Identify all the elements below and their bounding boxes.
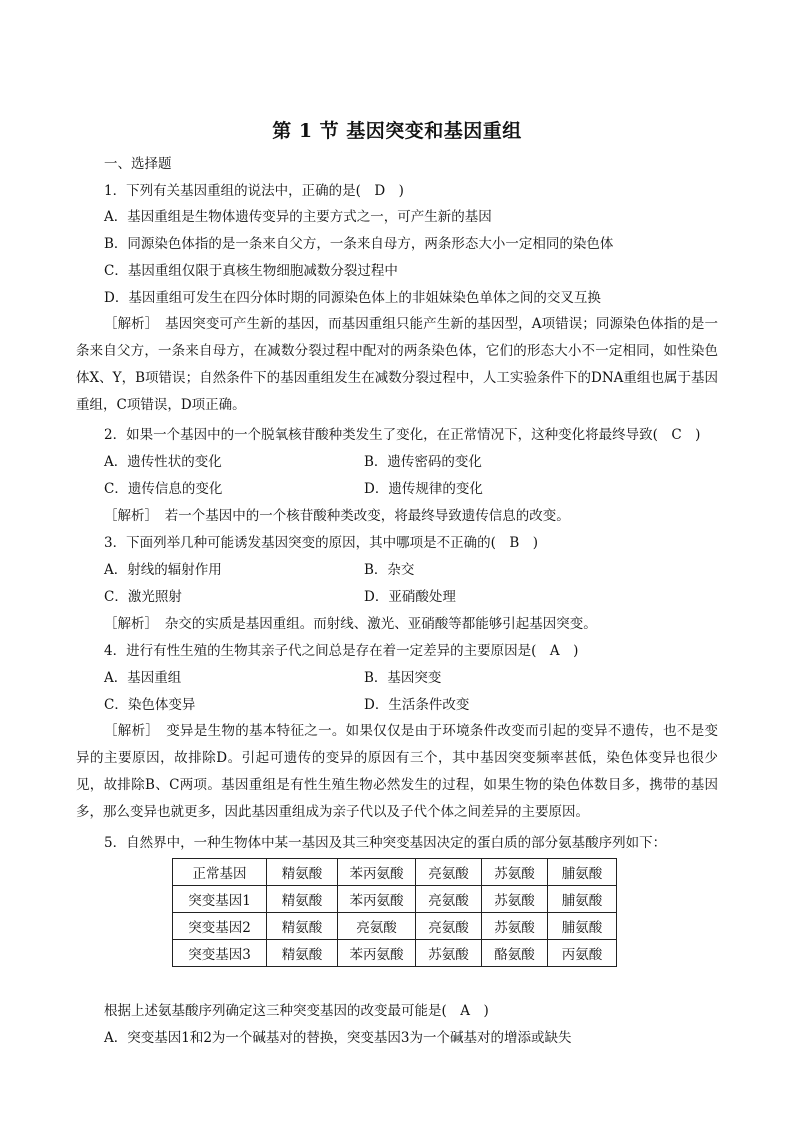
- page-title: 第 1 节 基因突变和基因重组: [272, 120, 522, 142]
- question-2-option-a: A．遗传性状的变化: [104, 454, 222, 470]
- section-heading: 一、选择题: [104, 156, 172, 172]
- question-3-stem: 3．下面列举几种可能诱发基因突变的原因，其中哪项是不正确的( B ): [104, 535, 539, 551]
- table-cell: 脯氨酸: [548, 859, 617, 886]
- question-5-stem: 5．自然界中，一种生物体中某一基因及其三种突变基因决定的蛋白质的部分氨基酸序列如下：: [104, 835, 667, 851]
- table-cell: 亮氨酸: [416, 859, 482, 886]
- question-3-analysis: ［解析］ 杂交的实质是基因重组。而射线、激光、亚硝酸等都能够引起基因突变。: [104, 616, 597, 632]
- question-2-analysis: ［解析］ 若一个基因中的一个核苷酸种类改变，将最终导致遗传信息的改变。: [104, 508, 570, 524]
- table-cell: 苯丙氨酸: [338, 859, 416, 886]
- table-cell: 酪氨酸: [482, 940, 548, 967]
- table-cell: 苏氨酸: [482, 913, 548, 940]
- table-row: [173, 940, 617, 967]
- table-cell: 苯丙氨酸: [338, 940, 416, 967]
- question-4-analysis: ［解析］ 变异是生物的基本特征之一。如果仅仅是由于环境条件改变而引起的变异不遗传，也不是变异的主要原因，故排除D。引起可遗传的变异的原因有三个，其中基因突变频率甚低，染色体变异也很少见，故排除B、C两项。基因重组是有性生殖生物必然发生的过程，如果生物的染色体数目多，携带的基因多，那么变异也就更多，因此基因重组成为亲子代以及子代个体之间差异的主要原因。: [76, 723, 718, 820]
- question-3-option-a: A．射线的辐射作用: [104, 562, 222, 578]
- question-5-option-a: A．突变基因1和2为一个碱基对的替换，突变基因3为一个碱基对的增添或缺失: [104, 1030, 572, 1046]
- question-1-option-b: B．同源染色体指的是一条来自父方，一条来自母方，两条形态大小一定相同的染色体: [104, 236, 614, 252]
- question-4-option-b: B．基因突变: [364, 670, 442, 686]
- table-cell: 苯丙氨酸: [338, 886, 416, 913]
- question-1-option-d: D．基因重组可发生在四分体时期的同源染色体上的非姐妹染色单体之间的交叉互换: [104, 290, 601, 306]
- table-cell: 精氨酸: [267, 859, 338, 886]
- table-row: [173, 886, 617, 913]
- question-3-option-c: C．激光照射: [104, 589, 182, 605]
- table-cell: 突变基因2: [173, 913, 267, 940]
- question-4-stem: 4．进行有性生殖的生物其亲子代之间总是存在着一定差异的主要原因是( A ): [104, 643, 579, 659]
- table-cell: 精氨酸: [267, 940, 338, 967]
- question-2-option-d: D．遗传规律的变化: [364, 481, 483, 497]
- amino-acid-table: [172, 858, 617, 967]
- table-cell: 亮氨酸: [338, 913, 416, 940]
- table-cell: 精氨酸: [267, 886, 338, 913]
- table-row: [173, 913, 617, 940]
- table-cell: 突变基因3: [173, 940, 267, 967]
- question-4-option-c: C．染色体变异: [104, 697, 196, 713]
- table-cell: 亮氨酸: [416, 913, 482, 940]
- question-5-followup: 根据上述氨基酸序列确定这三种突变基因的改变最可能是( A ): [104, 1003, 489, 1019]
- table-cell: 精氨酸: [267, 913, 338, 940]
- question-4-option-a: A．基因重组: [104, 670, 182, 686]
- table-cell: 苏氨酸: [482, 886, 548, 913]
- question-1-analysis: ［解析］ 基因突变可产生新的基因，而基因重组只能产生新的基因型，A项错误；同源染色体指的是一条来自父方，一条来自母方，在减数分裂过程中配对的两条染色体，它们的形态大小不一定相同，如性染色体X、Y，B项错误；自然条件下的基因重组发生在减数分裂过程中，人工实验条件下的DNA重组也属于基因重组，C项错误，D项正确。: [76, 316, 718, 413]
- question-2-option-c: C．遗传信息的变化: [104, 481, 223, 497]
- table-row: [173, 859, 617, 886]
- table-cell: 亮氨酸: [416, 886, 482, 913]
- question-2-stem: 2．如果一个基因中的一个脱氧核苷酸种类发生了变化，在正常情况下，这种变化将最终导致( C ): [104, 427, 701, 443]
- table-cell: 苏氨酸: [482, 859, 548, 886]
- question-2-option-b: B．遗传密码的变化: [364, 454, 482, 470]
- question-1-stem: 1．下列有关基因重组的说法中，正确的是( D ): [104, 183, 404, 199]
- question-1-option-c: C．基因重组仅限于真核生物细胞减数分裂过程中: [104, 263, 398, 279]
- table-cell: 突变基因1: [173, 886, 267, 913]
- question-3-option-b: B．杂交: [364, 562, 415, 578]
- question-1-option-a: A．基因重组是生物体遗传变异的主要方式之一，可产生新的基因: [104, 209, 492, 225]
- question-3-option-d: D．亚硝酸处理: [364, 589, 456, 605]
- table-cell: 正常基因: [173, 859, 267, 886]
- table-cell: 脯氨酸: [548, 886, 617, 913]
- table-cell: 苏氨酸: [416, 940, 482, 967]
- table-cell: 丙氨酸: [548, 940, 617, 967]
- question-4-option-d: D．生活条件改变: [364, 697, 470, 713]
- table-cell: 脯氨酸: [548, 913, 617, 940]
